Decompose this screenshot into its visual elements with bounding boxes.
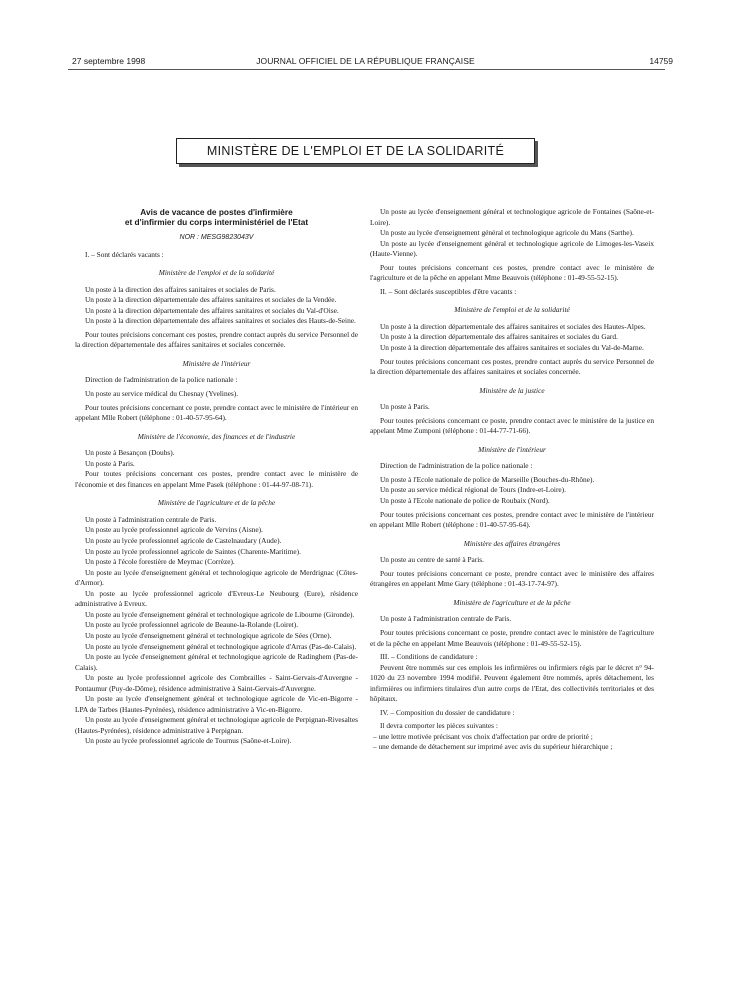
- paragraph: Un poste à Paris.: [380, 402, 430, 412]
- bullet-item: – une demande de détachement sur imprimé avec avis du supérieur hiérarchique ;: [373, 742, 613, 752]
- paragraph: Un poste au lycée d'enseignement général et technologique agricole de Vic-en-Bigorre - LPA de Tarbes (Hautes-Pyrénées), résidence administrative à Vic-en-Bigorre.: [75, 694, 358, 714]
- paragraph: Pour toutes précisions concernant ce poste, prendre contact avec le ministère de la justice en appelant Mme Zumponi (téléphone : 01-44-77-71-66).: [370, 415, 654, 436]
- paragraph: Peuvent être nommés sur ces emplois les infirmières ou infirmiers régis par le décret n° 94-1020 du 23 novembre 1994 modifié. Peuvent également être nommés, après détachement, les infirmières ou infirmiers titulaires d'un autre corps de l'Etat, des collectivités territoriales et des hôpitaux.: [370, 662, 654, 704]
- paragraph: Il devra comporter les pièces suivantes :: [380, 721, 498, 731]
- paragraph: Pour toutes précisions concernant ces postes, prendre contact auprès du service Personnel de la direction départementale des affaires sanitaires et sociales concernée.: [75, 329, 358, 350]
- paragraph: II. – Sont déclarés susceptibles d'être vacants :: [380, 286, 517, 296]
- paragraph: III. – Conditions de candidature :: [380, 652, 478, 662]
- paragraph: Un poste au lycée professionnel agricole de Beaune-la-Rolande (Loiret).: [85, 620, 299, 630]
- paragraph: Un poste au lycée professionnel agricole des Combrailles - Saint-Gervais-d'Auvergne - Pontaumur (Puy-de-Dôme), résidence administrative à Saint-Gervais-d'Auvergne.: [75, 673, 358, 693]
- paragraph: Pour toutes précisions concernant ce poste, prendre contact avec le ministère de l'agriculture et de la pêche en appelant Mme Beauvois (téléphone : 01-49-55-52-15).: [370, 627, 654, 648]
- paragraph: Pour toutes précisions concernant ce poste, prendre contact avec le ministère de l'intérieur en appelant Mlle Robert (téléphone : 01-40-57-95-64).: [75, 402, 358, 423]
- paragraph: Un poste à l'Ecole nationale de police de Marseille (Bouches-du-Rhône).: [380, 474, 595, 484]
- paragraph: Un poste au lycée professionnel agricole de Tournus (Saône-et-Loire).: [85, 736, 292, 746]
- section-heading: Ministère de l'intérieur: [182, 358, 251, 368]
- nor-label: NOR :: [179, 234, 199, 241]
- nor-reference: [75, 233, 358, 244]
- notice-title: [75, 207, 358, 227]
- paragraph: Un poste à la direction départementale des affaires sanitaires et sociales des Hauts-de-Seine.: [85, 316, 356, 326]
- paragraph: Un poste au lycée d'enseignement général et technologique agricole d'Arras (Pas-de-Calais).: [85, 641, 357, 651]
- section-heading: Ministère de l'emploi et de la solidarité: [454, 305, 570, 315]
- paragraph: Un poste au lycée d'enseignement général et technologique agricole de Limoges-les-Vaseix (Haute-Vienne).: [370, 238, 654, 259]
- paragraph: Un poste au centre de santé à Paris.: [380, 555, 484, 565]
- paragraph: Un poste au lycée d'enseignement général et technologique agricole de Sées (Orne).: [85, 630, 332, 640]
- paragraph: Un poste au lycée d'enseignement général et technologique agricole du Mans (Sarthe).: [380, 228, 634, 238]
- paragraph: Un poste à Paris.: [85, 458, 135, 468]
- paragraph: Un poste au service médical du Chesnay (Yvelines).: [85, 389, 239, 399]
- section-heading: Ministère de l'agriculture et de la pêche: [453, 597, 571, 607]
- paragraph: Un poste à la direction départementale des affaires sanitaires et sociales des Hautes-Alpes.: [380, 321, 646, 331]
- right-column-body: [370, 207, 654, 753]
- paragraph: Pour toutes précisions concernant ces postes, prendre contact avec le ministère de l'intérieur en appelant Mlle Robert (téléphone : 01-40-57-95-64).: [370, 509, 654, 530]
- paragraph: Un poste au lycée d'enseignement général et technologique agricole de Perpignan-Rivesaltes (Hautes-Pyrénées), résidence administrative à Perpignan.: [75, 715, 358, 735]
- paragraph: Un poste à la direction départementale des affaires sanitaires et sociales du Val-d'Oise.: [85, 305, 339, 315]
- paragraph: Un poste à la direction départementale des affaires sanitaires et sociales de la Vendée.: [85, 295, 337, 305]
- paragraph: I. – Sont déclarés vacants :: [85, 249, 164, 259]
- notice-title-line-2: et d'infirmier du corps interministériel de l'Etat: [124, 217, 309, 227]
- nor-value: MESG9823043V: [200, 234, 254, 241]
- paragraph: Un poste au lycée professionnel agricole de Vervins (Aisne).: [85, 525, 263, 535]
- issue-date: 27 septembre 1998: [72, 56, 146, 66]
- ministry-heading: MINISTÈRE DE L'EMPLOI ET DE LA SOLIDARITÉ: [176, 138, 535, 164]
- paragraph: Un poste à l'administration centrale de Paris.: [380, 614, 512, 624]
- section-heading: Ministère de l'emploi et de la solidarité: [158, 268, 275, 278]
- page-number: 14759: [649, 56, 673, 66]
- paragraph: Un poste à la direction départementale des affaires sanitaires et sociales du Val-de-Marne.: [380, 343, 644, 353]
- section-heading: Ministère des affaires étrangères: [463, 538, 561, 548]
- paragraph: Un poste à l'Ecole nationale de police de Roubaix (Nord).: [380, 496, 550, 506]
- right-column: [370, 207, 654, 753]
- paragraph: Un poste à Besançon (Doubs).: [85, 448, 175, 458]
- paragraph: Un poste au lycée d'enseignement général et technologique agricole de Libourne (Gironde).: [85, 609, 355, 619]
- left-column: [75, 207, 358, 747]
- paragraph: Pour toutes précisions concernant ces postes, prendre contact auprès du service Personnel de la direction départementale des affaires sanitaires et sociales concernée.: [370, 356, 654, 377]
- section-heading: Ministère de l'économie, des finances et de l'industrie: [137, 431, 296, 441]
- paragraph: Un poste au lycée professionnel agricole de Castelnaudary (Aude).: [85, 536, 282, 546]
- paragraph: Un poste à la direction des affaires sanitaires et sociales de Paris.: [85, 284, 276, 294]
- paragraph: Un poste au lycée d'enseignement général et technologique agricole de Fontaines (Saône-et-Loire).: [370, 207, 654, 227]
- paragraph: Un poste à la direction départementale des affaires sanitaires et sociales du Gard.: [380, 332, 618, 342]
- paragraph: Direction de l'administration de la police nationale :: [85, 375, 238, 385]
- section-heading: Ministère de l'agriculture et de la pêche: [157, 498, 276, 508]
- left-column-body: [75, 250, 358, 747]
- paragraph: Pour toutes précisions concernant ces postes, prendre contact avec le ministère de l'agriculture et de la pêche en appelant Mme Beauvois (téléphone : 01-49-55-52-15).: [370, 262, 654, 283]
- paragraph: Un poste au lycée professionnel agricole d'Evreux-Le Neubourg (Eure), résidence administrative à Evreux.: [75, 588, 358, 609]
- paragraph: IV. – Composition du dossier de candidature :: [380, 707, 515, 717]
- paragraph: Pour toutes précisions concernant ce poste, prendre contact avec le ministère des affaires étrangères en appelant Mme Gary (téléphone : 01-43-17-74-97).: [370, 568, 654, 589]
- paragraph: Pour toutes précisions concernant ces postes, prendre contact avec le ministère de l'économie et des finances en appelant Mme Pasek (téléphone : 01-44-97-08-71).: [75, 469, 358, 489]
- paragraph: Un poste au lycée professionnel agricole de Saintes (Charente-Maritime).: [85, 546, 301, 556]
- section-heading: Ministère de l'intérieur: [478, 444, 546, 454]
- bullet-item: – une lettre motivée précisant vos choix d'affectation par ordre de priorité ;: [373, 731, 593, 741]
- paragraph: Un poste à l'école forestière de Meymac (Corrèze).: [85, 557, 235, 567]
- paragraph: Un poste au service médical régional de Tours (Indre-et-Loire).: [380, 485, 566, 495]
- journal-title: JOURNAL OFFICIEL DE LA RÉPUBLIQUE FRANÇAISE: [256, 56, 475, 66]
- header-rule: [68, 69, 665, 70]
- paragraph: Un poste au lycée d'enseignement général et technologique agricole de Radinghem (Pas-de-Calais).: [75, 652, 358, 672]
- section-heading: Ministère de la justice: [479, 385, 545, 395]
- paragraph: Un poste au lycée d'enseignement général et technologique agricole de Merdrignac (Côtes-d'Armor).: [75, 567, 358, 588]
- paragraph: Un poste à l'administration centrale de Paris.: [85, 514, 217, 524]
- paragraph: Direction de l'administration de la police nationale :: [380, 461, 533, 471]
- notice-title-line-1: Avis de vacance de postes d'infirmière: [140, 207, 293, 217]
